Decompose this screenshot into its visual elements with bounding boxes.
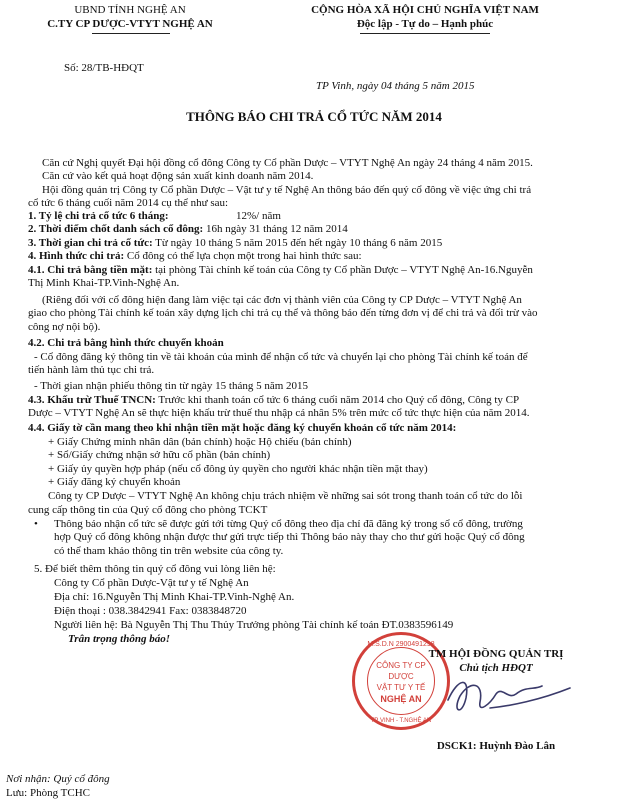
section-4-1-label: 4.1. Chi trả bằng tiền mặt: — [28, 264, 153, 276]
item-1 — [28, 210, 169, 223]
bullet-line-3: có thể tham khảo thông tin trên website của công ty. — [54, 545, 284, 557]
intro-line-1: Hội đồng quản trị Công ty Cổ phần Dược – Vật tư y tế Nghệ An thông báo đến quý cổ đông về việc ứng chi trả — [42, 184, 532, 196]
closing-greeting: Trân trọng thông báo! — [68, 633, 170, 645]
section-4-4-label: 4.4. Giấy tờ cần mang theo khi nhận tiền mặt hoặc đăng ký chuyển khoản cổ tức năm 2014: — [28, 422, 457, 434]
recipients-archive: Lưu: Phòng TCHC — [6, 787, 90, 799]
section-4-1-note-1: (Riêng đối với cổ đông hiện đang làm việc tại các đơn vị thành viên của Công ty CP Dược – VTYT Nghệ An — [42, 294, 522, 306]
section-4-2-label: 4.2. Chi trả bằng hình thức chuyển khoản — [28, 337, 224, 349]
document-list-item: + Giấy Chứng minh nhân dân (bản chính) hoặc Hộ chiếu (bản chính) — [48, 436, 352, 448]
contact-company: Công ty Cổ phần Dược-Vật tư y tế Nghệ An — [54, 577, 249, 589]
document-list-item: + Giấy ủy quyền hợp pháp (nếu cổ đông ủy quyền cho người khác nhận tiền mặt thay) — [48, 463, 428, 475]
section-4-3-label: 4.3. Khấu trừ Thuế TNCN: — [28, 394, 156, 406]
section-4-2-line-2: tiến hành làm thủ tục chi trả. — [28, 364, 155, 376]
item-3 — [28, 237, 442, 250]
section-4-3 — [28, 394, 519, 407]
item-2-label: 2. Thời điểm chốt danh sách cổ đông: — [28, 223, 204, 235]
item-3-value: Từ ngày 10 tháng 5 năm 2015 đến hết ngày 10 tháng 6 năm 2015 — [152, 237, 443, 249]
seal-line-1: CÔNG TY CP — [376, 661, 426, 670]
item-3-label: 3. Thời gian chi trả cổ tức: — [28, 237, 153, 249]
header-right-underline — [360, 33, 490, 34]
intro-line-2: cổ tức 6 tháng cuối năm 2014 cụ thể như sau: — [28, 197, 229, 209]
seal-line-2: DƯỢC — [388, 672, 414, 681]
national-motto: Độc lập - Tự do – Hạnh phúc — [356, 18, 494, 30]
page-title: THÔNG BÁO CHI TRẢ CỔ TỨC NĂM 2014 — [186, 109, 442, 124]
recipients-to: Nơi nhận: Quý cổ đông — [6, 773, 110, 785]
basis-resolution: Căn cứ Nghị quyết Đại hội đồng cổ đông Công ty Cổ phần Dược – VTYT Nghệ An ngày 24 tháng 4 năm 2015. — [42, 157, 533, 169]
section-4-2-line-3: - Thời gian nhận phiếu thông tin từ ngày 15 tháng 5 năm 2015 — [34, 380, 309, 392]
item-1-value: 12%/ năm — [236, 210, 281, 222]
contact-person: Người liên hệ: Bà Nguyễn Thị Thu Thủy Trưởng phòng Tài chính kế toán ĐT.0383596149 — [54, 619, 454, 631]
section-4-1-note-3: công nợ nội bộ). — [28, 321, 101, 333]
seal-code: M.S.D.N 2900491298 — [367, 641, 435, 648]
signature-org: TM HỘI ĐỒNG QUẢN TRỊ — [428, 648, 564, 660]
disclaimer-line-1: Công ty CP Dược – VTYT Nghệ An không chịu trách nhiệm về những sai sót trong thanh toán cổ tức do lỗi — [48, 490, 523, 502]
org-name-company: C.TY CP DƯỢC-VTYT NGHỆ AN — [47, 18, 213, 30]
document-number: Số: 28/TB-HĐQT — [64, 62, 144, 74]
item-2-value: 16h ngày 31 tháng 12 năm 2014 — [203, 223, 348, 235]
item-4-label: 4. Hình thức chi trả: — [28, 250, 125, 262]
item-2 — [28, 223, 348, 236]
item-5: 5. Để biết thêm thông tin quý cổ đông vui lòng liên hệ: — [34, 563, 276, 575]
section-4-3-line-2: Dược – VTYT Nghệ An sẽ thực hiện khấu trừ thuế thu nhập cá nhân 5% trên mức cổ tức thực hiện của năm 2014. — [28, 407, 530, 419]
seal-bottom: TP VINH - T.NGHỆ AN — [370, 718, 432, 724]
signer-name: DSCK1: Huỳnh Đào Lân — [436, 740, 556, 752]
seal-line-3: VẬT TƯ Y TẾ — [376, 683, 426, 692]
item-4 — [28, 250, 362, 263]
bullet-icon: • — [34, 518, 38, 530]
contact-address: Địa chỉ: 16.Nguyễn Thị Minh Khai-TP.Vinh-Nghệ An. — [54, 591, 295, 603]
bullet-line-1: Thông báo nhận cổ tức sẽ được gửi tới từng Quý cổ đông theo địa chỉ đã đăng ký trong sổ cổ đông, trường — [54, 518, 523, 530]
signature-role: Chủ tịch HĐQT — [459, 662, 533, 674]
section-4-1-line-1: tại phòng Tài chính kế toán của Công ty Cổ phần Dược – VTYT Nghệ An-16.Nguyễn — [152, 264, 533, 276]
header-left-underline — [92, 33, 170, 34]
seal-line-4: NGHỆ AN — [380, 694, 422, 704]
disclaimer-line-2: cung cấp thông tin của Quý cổ đông cho phòng TCKT — [28, 504, 268, 516]
item-1-label: 1. Tỷ lệ chi trả cổ tức 6 tháng: — [28, 210, 169, 222]
place-date: TP Vinh, ngày 04 tháng 5 năm 2015 — [316, 80, 475, 92]
section-4-2-line-1: - Cổ đông đăng ký thông tin về tài khoản của mình để nhận cổ tức và chuyển lại cho phòng Tài chính kế toán để — [34, 351, 528, 363]
section-4-1 — [28, 264, 533, 277]
section-4-1-line-2: Thị Minh Khai-TP.Vinh-Nghệ An. — [28, 277, 180, 289]
basis-results: Căn cứ vào kết quả hoạt động sản xuất kinh doanh năm 2014. — [42, 170, 314, 182]
national-title: CỘNG HÒA XÃ HỘI CHỦ NGHĨA VIỆT NAM — [311, 4, 539, 16]
org-name-parent: UBND TỈNH NGHỆ AN — [74, 4, 186, 16]
handwritten-signature-icon — [430, 660, 590, 730]
section-4-1-note-2: giao cho phòng Tài chính kế toán xây dựng lịch chi trả cụ thể và thông báo đến từng đơn vị để chi trả và đối trừ vào — [28, 307, 538, 319]
section-4-3-line-1: Trước khi thanh toán cổ tức 6 tháng cuối năm 2014 cho Quý cổ đông, Công ty CP — [155, 394, 520, 406]
contact-phone: Điện thoại : 038.3842941 Fax: 0383848720 — [54, 605, 247, 617]
bullet-line-2: hợp Quý cổ đông không nhận được thư gửi trực tiếp thì Thông báo này thay cho thư gửi hoặc Quý cổ đông — [54, 531, 525, 543]
document-list-item: + Giấy đăng ký chuyển khoản — [48, 476, 181, 488]
document-list-item: + Sổ/Giấy chứng nhận sở hữu cổ phần (bản chính) — [48, 449, 271, 461]
item-4-value: Cổ đông có thể lựa chọn một trong hai hình thức sau: — [124, 250, 362, 262]
